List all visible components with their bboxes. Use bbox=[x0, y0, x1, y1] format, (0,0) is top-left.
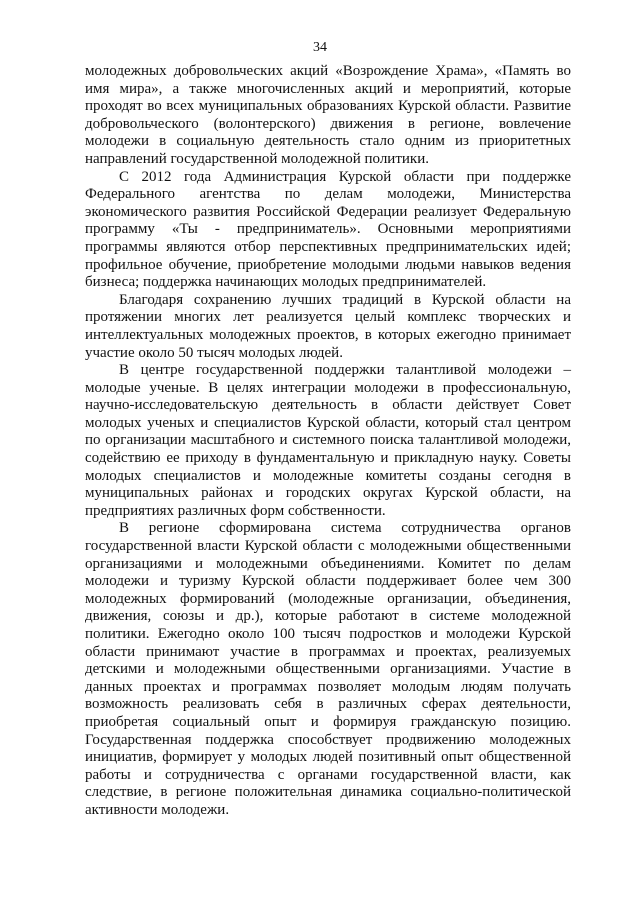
paragraph: В центре государственной поддержки талантливой молодежи – молодые ученые. В целях интеграции молодежи в профессиональную, научно-исследовательскую деятельность в области действует Совет молодых ученых и специалистов Курской области, который стал центром по организации масштабного и системного поиска талантливой молодежи, содействию ее приходу в фундаментальную и прикладную науку. Советы молодых специалистов и молодежные комитеты созданы сегодня в муниципальных районах и городских округах Курской области, на предприятиях различных форм собственности. bbox=[85, 362, 571, 519]
page-number: 34 bbox=[313, 40, 327, 55]
paragraph: С 2012 года Администрация Курской области при поддержке Федерального агентства по делам молодежи, Министерства экономического развития Российской Федерации реализует Федеральную программу «Ты - предприниматель». Основными мероприятиями программы являются отбор перспективных предпринимательских идей; профильное обучение, приобретение молодыми людьми навыков ведения бизнеса; поддержка начинающих молодых предпринимателей. bbox=[85, 168, 571, 291]
paragraph: В регионе сформирована система сотрудничества органов государственной власти Курской области с молодежными общественными организациями и молодежными объединениями. Комитет по делам молодежи и туризму Курской области поддерживает более чем 300 молодежных формирований (молодежные организации, объединения, движения, союзы и др.), которые работают в системе молодежной политики. Ежегодно около 100 тысяч подростков и молодежи Курской области принимают участие в программах и проектах, реализуемых детскими и молодежными общественными организациями. Участие в данных проектах и программах позволяет молодым людям получать возможность реализовать себя в различных сферах деятельности, приобретая социальный опыт и формируя гражданскую позицию. Государственная поддержка способствует продвижению молодежных инициатив, формирует у молодых людей позитивный опыт общественной работы и сотрудничества с органами государственной власти, как следствие, в регионе положительная динамика социально-политической активности молодежи. bbox=[85, 520, 571, 818]
paragraph: Благодаря сохранению лучших традиций в Курской области на протяжении многих лет реализуется целый комплекс творческих и интеллектуальных молодежных проектов, в которых ежегодно принимает участие около 50 тысяч молодых людей. bbox=[85, 291, 571, 361]
body-text bbox=[85, 63, 571, 820]
paragraph-continuation: молодежных добровольческих акций «Возрождение Храма», «Память во имя мира», а также многочисленных акций и мероприятий, которые проходят во всех муниципальных образованиях Курской области. Развитие добровольческого (волонтерского) движения в регионе, вовлечение молодежи в социальную деятельность стало одним из приоритетных направлений государственной молодежной политики. bbox=[85, 63, 571, 167]
